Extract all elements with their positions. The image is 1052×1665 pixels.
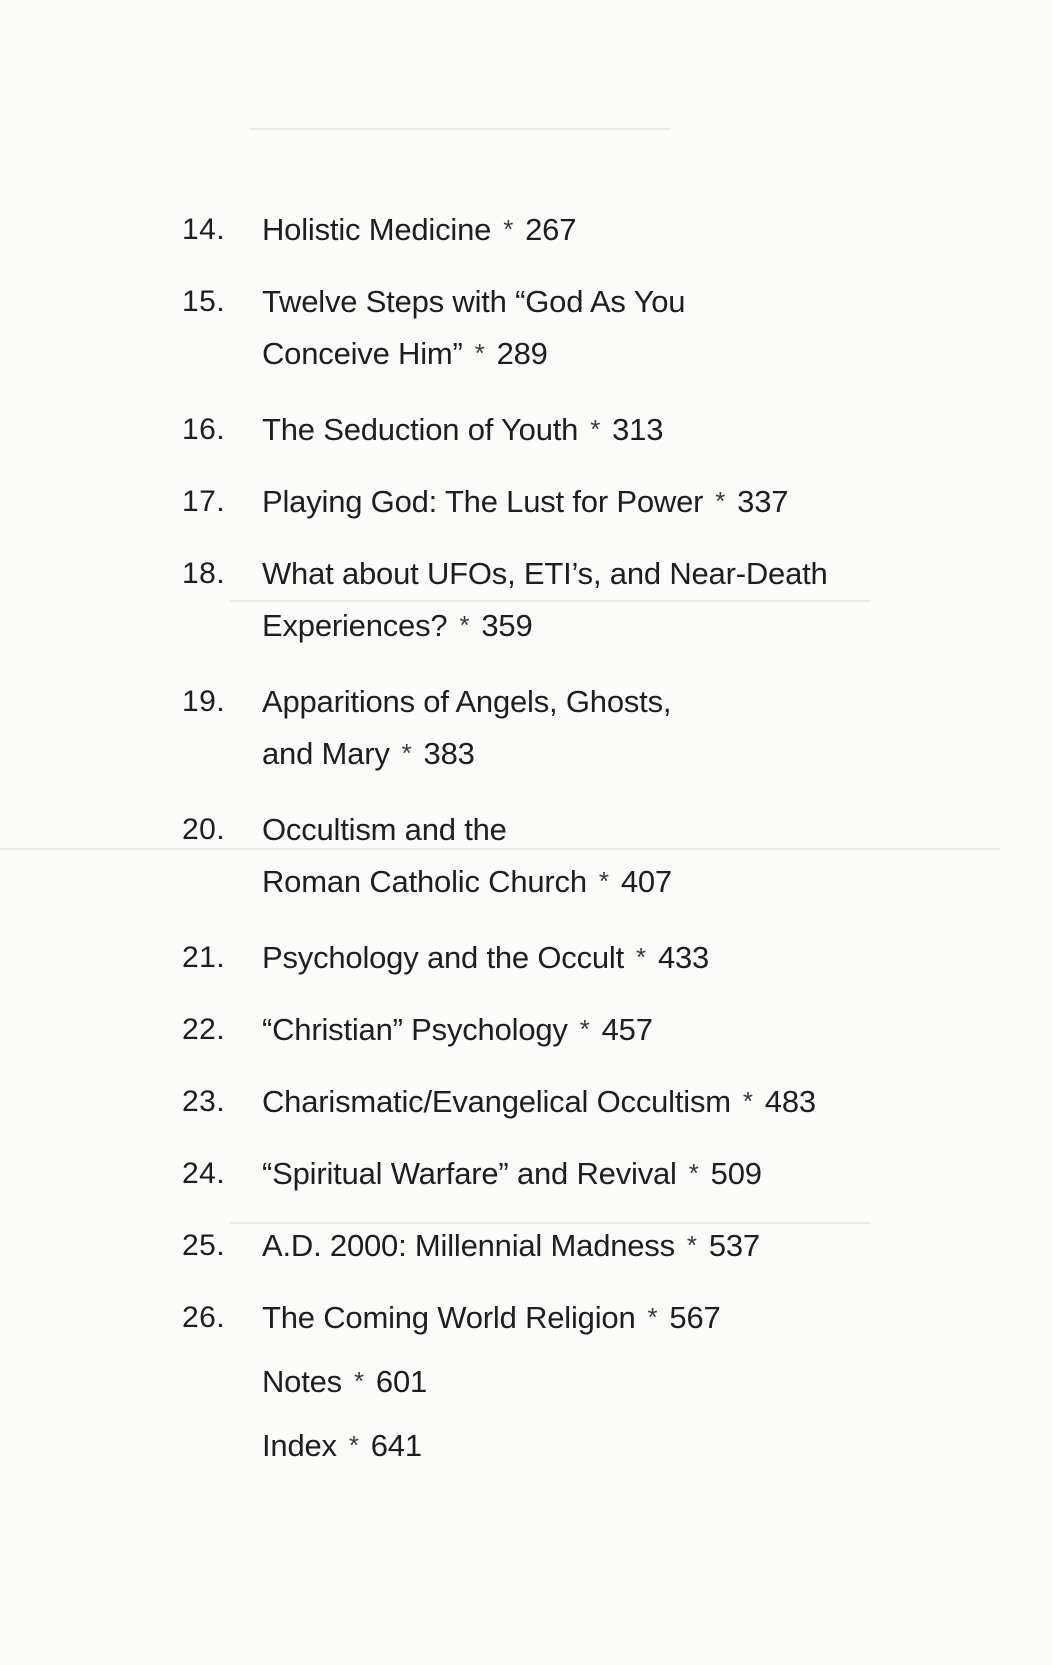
asterisk-separator: * [647, 1302, 658, 1332]
asterisk-separator: * [579, 1014, 590, 1044]
title-line: Apparitions of Angels, Ghosts, [262, 684, 672, 719]
chapter-number: 24. [182, 1157, 226, 1190]
section-title [262, 1356, 1022, 1409]
asterisk-separator: * [688, 1158, 699, 1188]
asterisk-separator: * [715, 486, 726, 516]
chapter-number: 23. [182, 1085, 226, 1118]
chapter-title [262, 1076, 1022, 1129]
title-line: Notes * 601 [262, 1356, 1022, 1409]
chapter-title [262, 1004, 1022, 1057]
page-number: 383 [423, 736, 475, 771]
chapter-number: 20. [182, 813, 226, 846]
title-line: Roman Catholic Church * 407 [262, 856, 1022, 909]
page-number: 483 [764, 1084, 816, 1119]
asterisk-separator: * [636, 942, 646, 972]
chapter-number: 14. [182, 213, 226, 246]
title-line: and Mary * 383 [262, 728, 1022, 781]
title-line: Psychology and the Occult * 433 [262, 932, 1022, 985]
title-line: Twelve Steps with “God As You [262, 284, 686, 319]
asterisk-separator: * [459, 610, 470, 640]
page-number: 407 [620, 864, 672, 899]
page-number: 601 [375, 1364, 428, 1399]
title-line: Conceive Him” * 289 [262, 328, 1022, 381]
chapter-title [262, 276, 1022, 381]
title-line: What about UFOs, ETI’s, and Near-Death [262, 556, 828, 591]
chapter-number: 22. [182, 1013, 226, 1046]
chapter-title [262, 548, 1022, 653]
title-line: Index * 641 [262, 1420, 1022, 1473]
chapter-number: 21. [182, 941, 226, 974]
page-number: 457 [601, 1012, 653, 1047]
title-line: The Seduction of Youth * 313 [262, 404, 1022, 457]
asterisk-separator: * [401, 738, 412, 768]
asterisk-separator: * [742, 1086, 753, 1116]
title-line: Holistic Medicine * 267 [262, 204, 1022, 257]
chapter-number: 18. [182, 557, 226, 590]
asterisk-separator: * [503, 214, 514, 244]
page-number: 313 [612, 412, 664, 447]
asterisk-separator: * [474, 338, 485, 368]
asterisk-separator: * [598, 866, 609, 896]
page-number: 567 [669, 1300, 721, 1335]
chapter-number: 16. [182, 413, 226, 446]
page-number: 433 [657, 940, 710, 975]
chapter-number: 26. [182, 1301, 226, 1334]
title-line: Occultism and the [262, 812, 507, 847]
title-line: The Coming World Religion * 567 [262, 1292, 1022, 1345]
asterisk-separator: * [353, 1366, 364, 1396]
chapter-title [262, 1292, 1022, 1345]
asterisk-separator: * [348, 1430, 359, 1460]
page-number: 359 [481, 608, 533, 643]
chapter-title [262, 676, 1022, 781]
title-line: “Spiritual Warfare” and Revival * 509 [262, 1148, 1022, 1201]
page-number: 537 [708, 1228, 760, 1263]
title-line: Charismatic/Evangelical Occultism * 483 [262, 1076, 1022, 1129]
page-number: 509 [710, 1156, 762, 1191]
chapter-title [262, 804, 1022, 909]
title-line: Experiences? * 359 [262, 600, 1022, 653]
chapter-title [262, 932, 1022, 985]
chapter-title [262, 1148, 1022, 1201]
asterisk-separator: * [686, 1230, 697, 1260]
page-number: 289 [496, 336, 548, 371]
page-number: 641 [370, 1428, 422, 1463]
page-number: 337 [737, 484, 789, 519]
asterisk-separator: * [590, 414, 601, 444]
section-title [262, 1420, 1022, 1473]
chapter-number: 17. [182, 485, 226, 518]
chapter-number: 19. [182, 685, 226, 718]
chapter-title [262, 476, 1022, 529]
chapter-number: 25. [182, 1229, 226, 1262]
chapter-title [262, 204, 1022, 257]
chapter-title [262, 1220, 1022, 1273]
page-number: 267 [525, 212, 577, 247]
chapter-title [262, 404, 1022, 457]
bleed-through-mark [250, 128, 670, 130]
title-line: Playing God: The Lust for Power * 337 [262, 476, 1022, 529]
title-line: A.D. 2000: Millennial Madness * 537 [262, 1220, 1022, 1273]
chapter-number: 15. [182, 285, 226, 318]
title-line: “Christian” Psychology * 457 [262, 1004, 1022, 1057]
